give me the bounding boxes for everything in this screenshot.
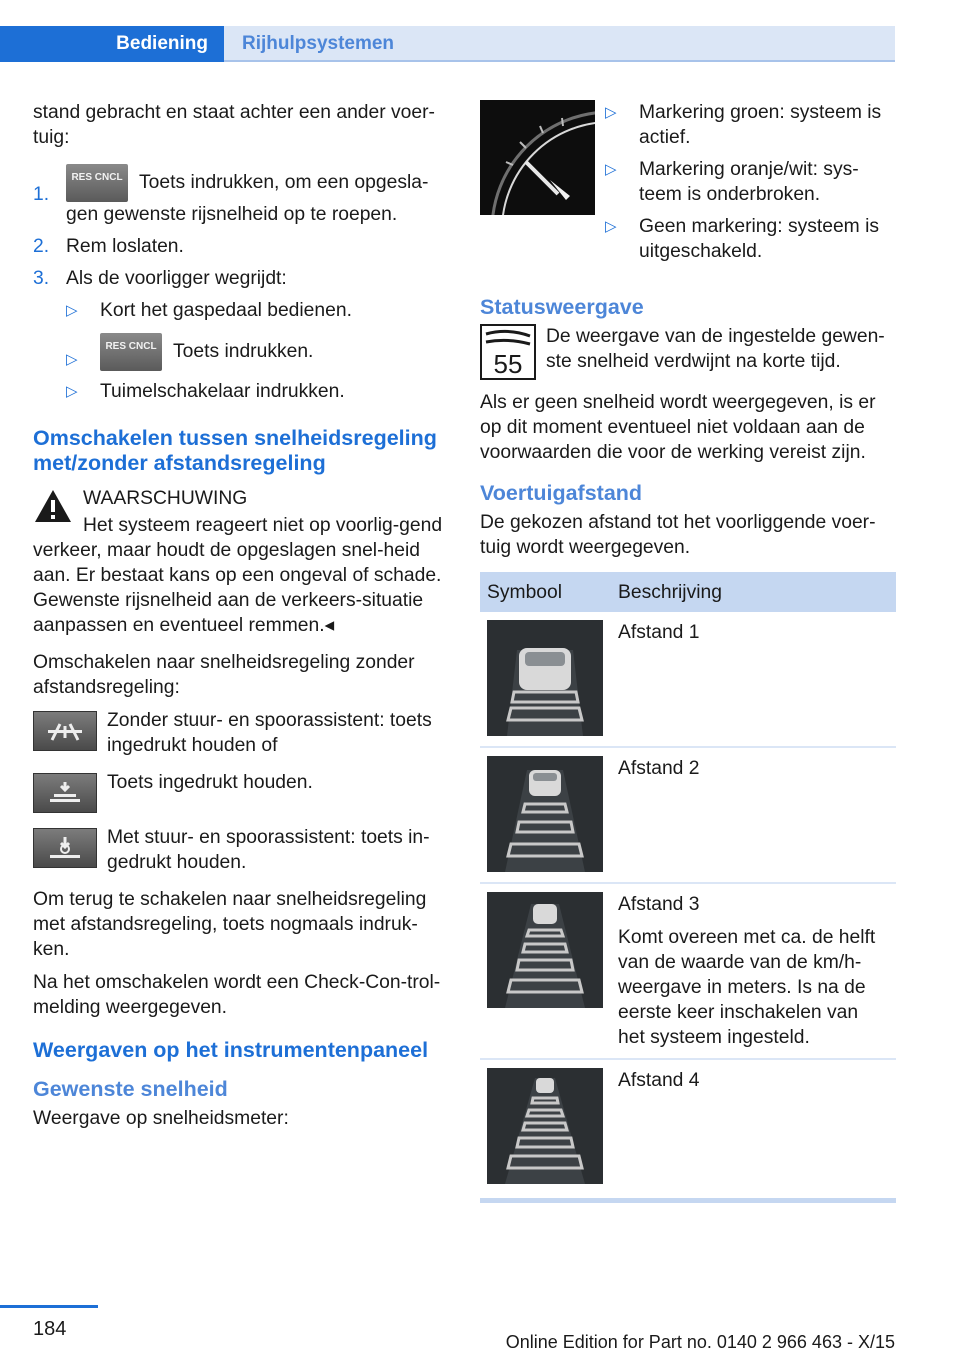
status-block <box>480 324 896 382</box>
no-speed-text: Als er geen snelheid wordt weergegeven, is er op dit moment eventueel niet voldaan aan de voorwaarden die voor de werking vereist zijn. <box>480 392 876 463</box>
section-title-weergaven: Weergaven op het instrumentenpaneel <box>33 1038 429 1062</box>
triangle-bullet-icon: ▷ <box>605 161 617 178</box>
page-header <box>0 0 960 62</box>
list-item <box>605 100 896 150</box>
svg-text:55: 55 <box>493 349 523 379</box>
table-row <box>480 747 896 883</box>
icon-row-text: Zonder stuur- en spoorassistent: toets ingedrukt houden of <box>107 710 432 756</box>
list-item <box>33 164 449 227</box>
steps-list <box>33 164 449 291</box>
subsection-title-statusweergave: Statusweergave <box>480 295 644 319</box>
subsection-text: Weergave op snelheidsmeter: <box>33 1108 289 1129</box>
res-cncl-button-icon: RES CNCL <box>66 164 128 202</box>
substep-text: Toets indrukken. <box>168 341 314 363</box>
lane-assist-button-icon <box>33 711 97 751</box>
warning-block <box>33 486 449 511</box>
footer-divider <box>0 1305 98 1308</box>
list-item <box>66 379 449 404</box>
list-item <box>66 298 449 323</box>
section-title-omschakelen: Omschakelen tussen snelheidsregeling met/zonder afstandsregeling <box>33 426 437 475</box>
substeps-list <box>33 298 449 404</box>
switch-intro: Omschakelen naar snelheidsregeling zonder afstandsregeling: <box>33 652 415 698</box>
icon-row <box>33 770 449 813</box>
step-text: Als de voorligger wegrijdt: <box>66 268 287 289</box>
intro-text: stand gebracht en staat achter een ander voer-tuig: <box>33 102 435 148</box>
icon-row <box>33 825 449 875</box>
distance-description: Komt overeen met ca. de helft van de waarde van de km/h-weergave in meters. Is na de eerste keer inschakelen van het systeem ingesteld. <box>618 927 876 1048</box>
icon-row <box>33 708 449 758</box>
list-item <box>33 234 449 259</box>
table-header-row <box>480 572 896 612</box>
distance-1-car-icon <box>487 620 603 736</box>
check-control-text: Na het omschakelen wordt een Check-Con-trol-melding weergegeven. <box>33 972 441 1018</box>
page-number: 184 <box>33 1318 67 1340</box>
speed-limit-sign-icon <box>480 324 536 380</box>
substep-text: Tuimelschakelaar indrukken. <box>100 381 345 402</box>
step-number: 1. <box>33 184 50 205</box>
distance-table <box>480 572 896 1203</box>
switch-back-text: Om terug te schakelen naar snelheidsregeling met afstandsregeling, toets nogmaals indruk-ken. <box>33 889 427 960</box>
step-text: Toets indrukken, om een opgesla-gen gewenste rijsnelheid op te roepen. <box>66 172 429 225</box>
step-number: 3. <box>33 268 50 289</box>
marker-block <box>480 100 896 271</box>
edition-text: Online Edition for Part no. 0140 2 966 463 - X/15 <box>505 1332 895 1352</box>
marker-text: Markering groen: systeem is actief. <box>639 102 882 148</box>
list-item <box>605 157 896 207</box>
triangle-bullet-icon: ▷ <box>605 218 617 235</box>
status-text: De weergave van de ingestelde gewen-ste snelheid verdwijnt na korte tijd. <box>546 326 885 372</box>
icon-row-text: Toets ingedrukt houden. <box>107 772 313 793</box>
triangle-bullet-icon: ▷ <box>66 351 78 368</box>
distance-2-car-icon <box>487 756 603 872</box>
triangle-bullet-icon: ▷ <box>605 104 617 121</box>
tab-bediening[interactable]: Bediening <box>0 26 224 62</box>
list-item <box>66 333 449 372</box>
table-row <box>480 883 896 1059</box>
marker-text: Geen markering: systeem is uitgeschakeld. <box>639 216 880 262</box>
table-row <box>480 612 896 747</box>
substep-text: Kort het gaspedaal bedienen. <box>100 300 352 321</box>
table-header-description: Beschrijving <box>610 572 896 612</box>
marker-text: Markering oranje/wit: sys-teem is onderbroken. <box>639 159 859 205</box>
distance-title: Afstand 1 <box>618 622 700 643</box>
subsection-title-voertuigafstand: Voertuigafstand <box>480 481 643 505</box>
distance-title: Afstand 3 <box>618 894 700 915</box>
table-header-symbol: Symbool <box>480 572 610 612</box>
icon-row-text: Met stuur- en spoorassistent: toets in-gedrukt houden. <box>107 827 430 873</box>
list-item <box>605 214 896 264</box>
subsection-title-gewenste-snelheid: Gewenste snelheid <box>33 1077 228 1101</box>
speedometer-image <box>480 100 595 215</box>
header-divider <box>224 60 895 62</box>
left-column <box>33 100 449 1139</box>
triangle-bullet-icon: ▷ <box>66 302 78 319</box>
distance-4-car-icon <box>487 1068 603 1184</box>
step-text: Rem loslaten. <box>66 236 184 257</box>
right-column <box>480 100 896 1203</box>
distance-title: Afstand 2 <box>618 758 700 779</box>
table-row <box>480 1059 896 1201</box>
warning-triangle-icon <box>33 488 73 524</box>
distance-text: De gekozen afstand tot het voorliggende voer-tuig wordt weergegeven. <box>480 512 876 558</box>
warning-text: Het systeem reageert niet op voorlig-gend verkeer, maar houdt de opgeslagen snel-heid aan. Er bestaat kans op een ongeval of schade. Gewenste rijsnelheid aan de verkeers-situatie aanpassen en eventueel remmen.◂ <box>33 515 443 636</box>
step-number: 2. <box>33 236 50 257</box>
warning-label: WAARSCHUWING <box>83 488 248 509</box>
triangle-bullet-icon: ▷ <box>66 383 78 400</box>
distance-button-icon <box>33 773 97 813</box>
distance-title: Afstand 4 <box>618 1070 700 1091</box>
res-cncl-button-icon: RES CNCL <box>100 333 162 371</box>
distance-3-car-icon <box>487 892 603 1008</box>
list-item <box>33 266 449 291</box>
tab-rijhulpsystemen[interactable]: Rijhulpsystemen <box>224 26 895 62</box>
steering-distance-button-icon <box>33 828 97 868</box>
